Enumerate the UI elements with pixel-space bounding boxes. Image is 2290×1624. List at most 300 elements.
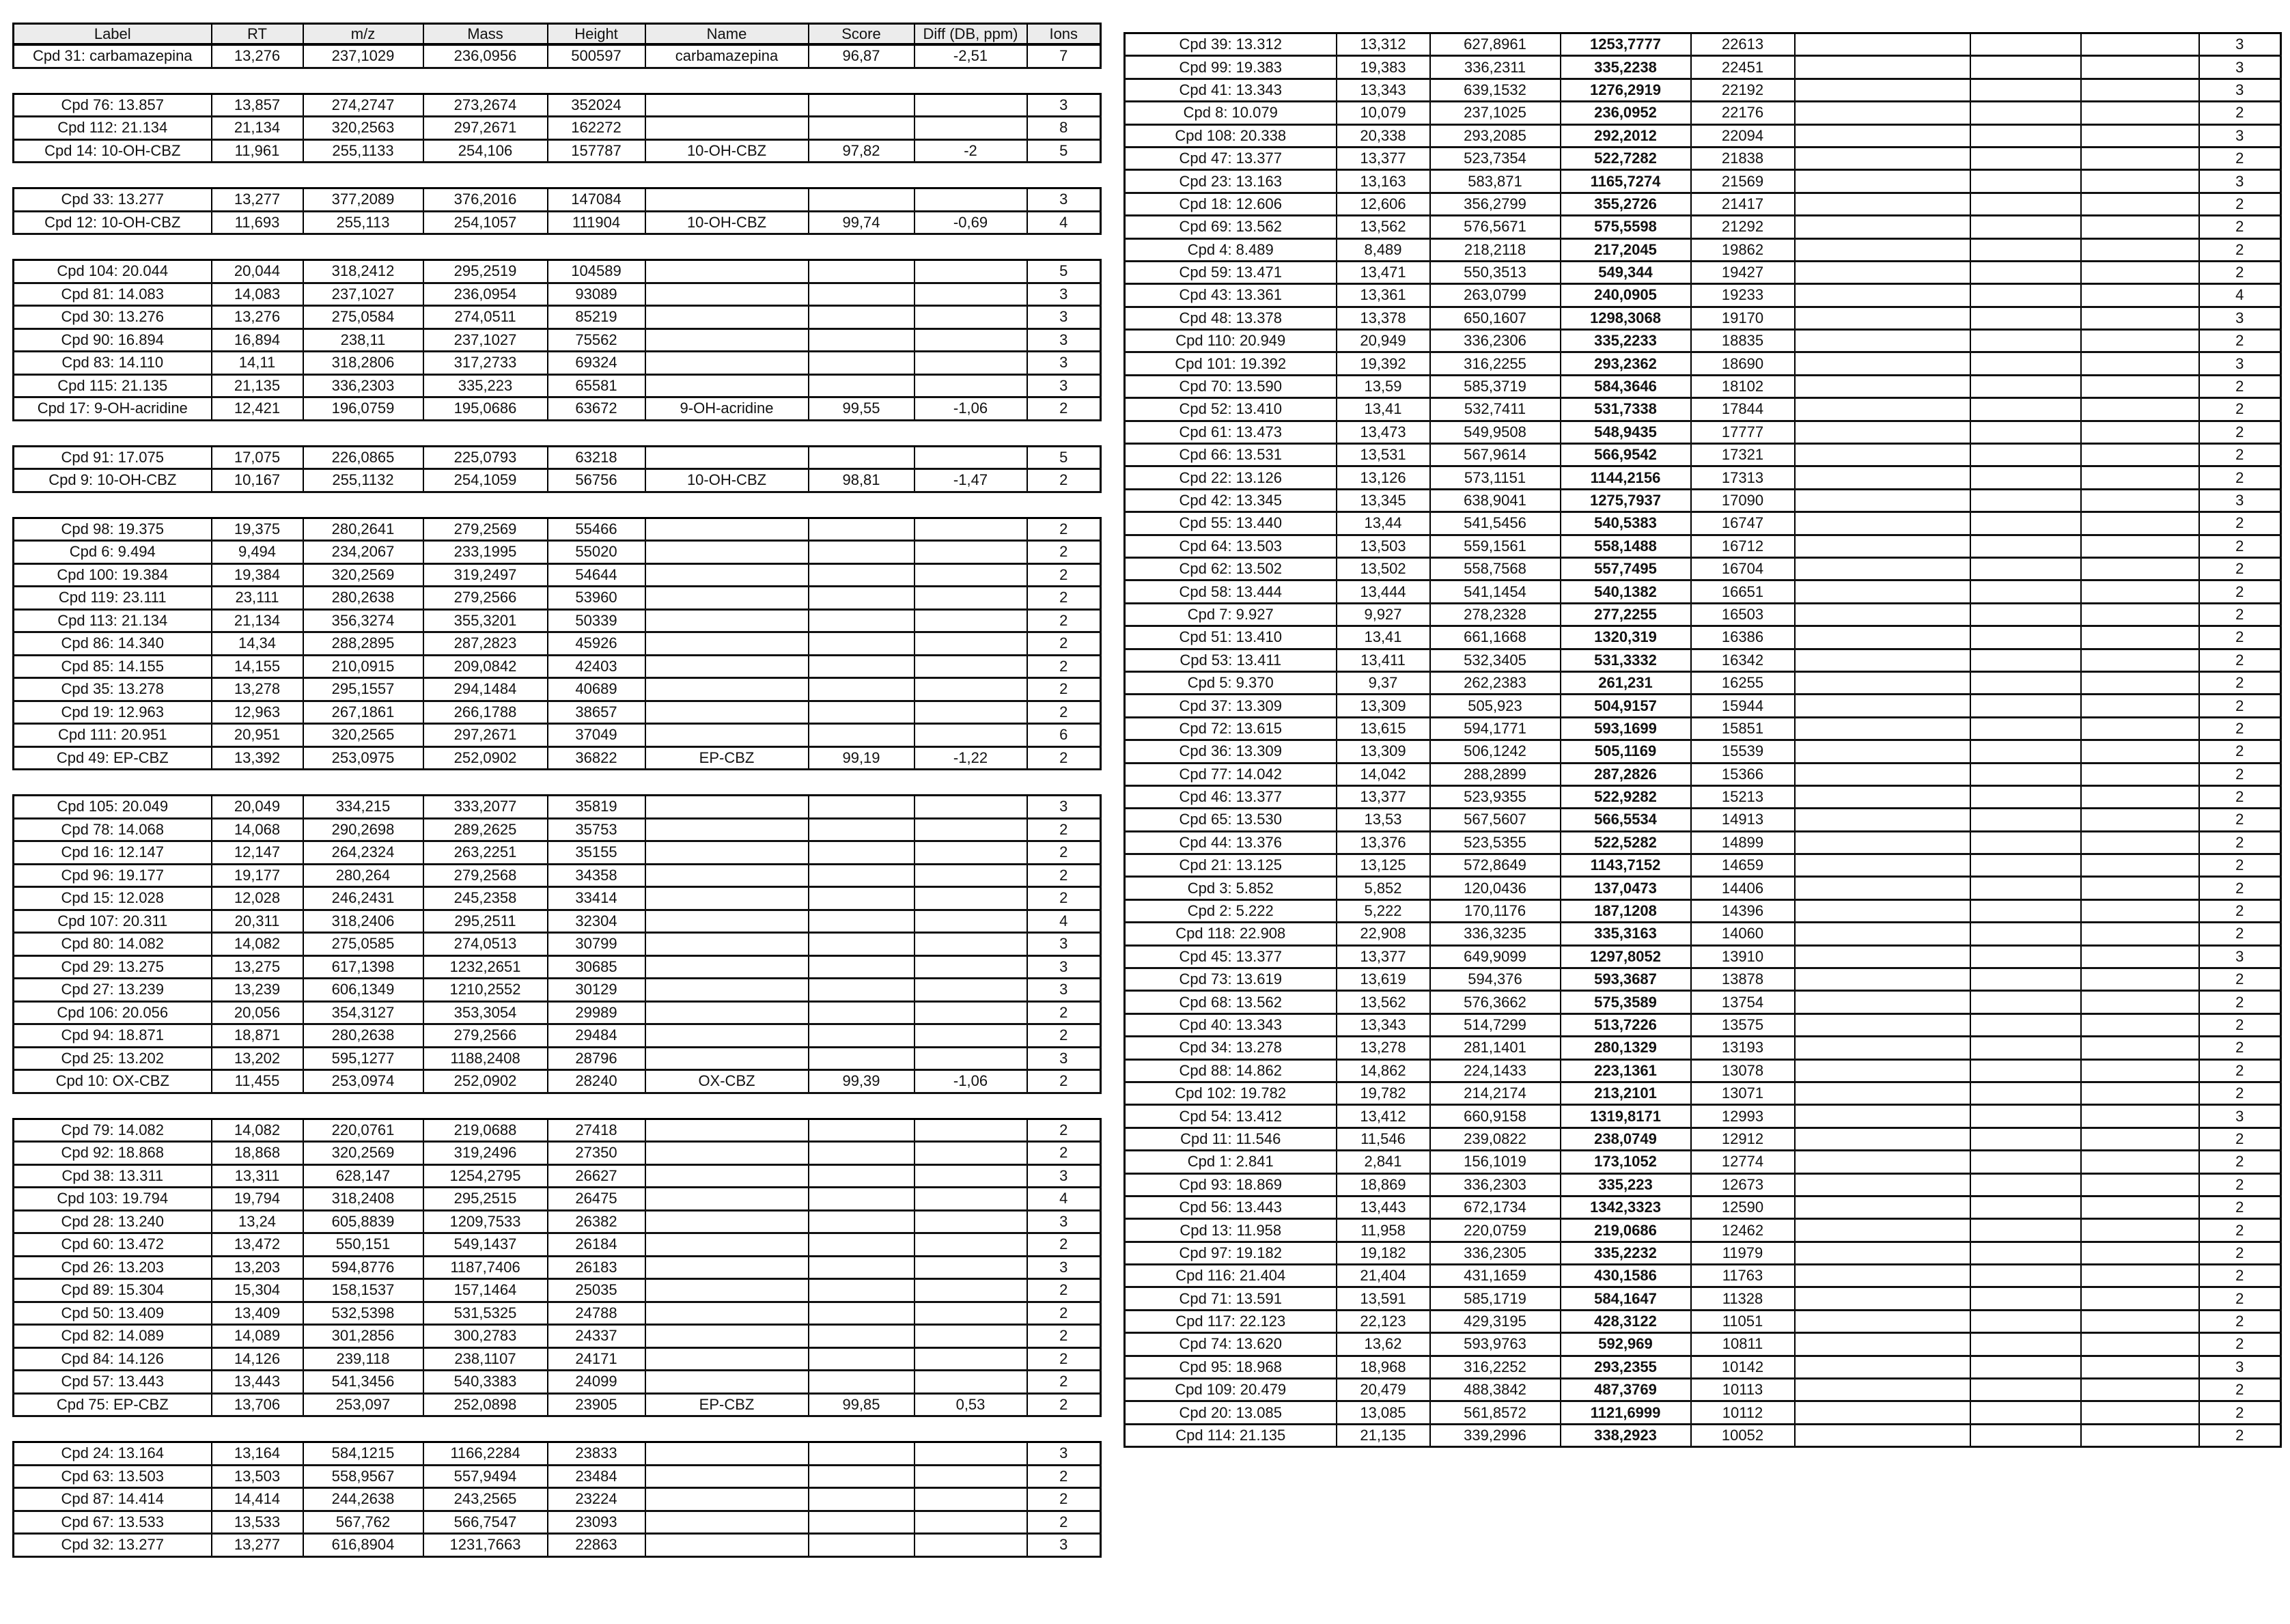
label-cell: Cpd 74: 13.620 — [1125, 1333, 1337, 1356]
label-cell: Cpd 32: 13.277 — [14, 1534, 212, 1557]
mz-cell: 301,2856 — [303, 1325, 423, 1348]
ions-cell: 2 — [1027, 701, 1101, 724]
diff-cell — [2081, 649, 2199, 671]
table-row — [14, 796, 1101, 819]
diff-cell — [2081, 466, 2199, 489]
height-cell: 21292 — [1691, 216, 1795, 238]
score-cell — [1970, 1333, 2081, 1356]
ions-cell: 2 — [2199, 626, 2281, 649]
mz-cell: 523,9355 — [1430, 785, 1561, 808]
rt-cell: 13,473 — [1337, 421, 1430, 443]
ions-cell: 3 — [2199, 56, 2281, 79]
label-cell: Cpd 60: 13.472 — [14, 1233, 212, 1257]
score-cell — [1970, 1059, 2081, 1082]
diff-cell: -1,22 — [914, 746, 1027, 770]
table-row — [14, 94, 1101, 117]
mass-cell: 245,2358 — [423, 887, 548, 910]
label-cell: Cpd 91: 17.075 — [14, 446, 212, 469]
table-row — [14, 1442, 1101, 1466]
ions-cell: 6 — [1027, 724, 1101, 747]
score-cell — [809, 260, 914, 283]
name-cell — [645, 1164, 809, 1188]
table-row — [14, 469, 1101, 492]
mz-cell: 356,2799 — [1430, 193, 1561, 215]
mass-cell: 1320,319 — [1561, 626, 1691, 649]
column-header-mass[interactable]: Mass — [423, 24, 548, 45]
label-cell: Cpd 101: 19.392 — [1125, 352, 1337, 375]
table-row — [14, 910, 1101, 933]
ions-cell: 2 — [2199, 785, 2281, 808]
height-cell: 21838 — [1691, 147, 1795, 169]
mz-cell: 672,1734 — [1430, 1196, 1561, 1218]
height-cell: 26475 — [548, 1188, 645, 1211]
height-cell: 16704 — [1691, 557, 1795, 580]
diff-cell — [2081, 603, 2199, 626]
label-cell: Cpd 57: 13.443 — [14, 1371, 212, 1394]
column-header-diff[interactable]: Diff (DB, ppm) — [914, 24, 1027, 45]
height-cell: 16651 — [1691, 580, 1795, 603]
label-cell: Cpd 45: 13.377 — [1125, 945, 1337, 968]
ions-cell: 2 — [1027, 1347, 1101, 1371]
name-cell — [645, 678, 809, 701]
diff-cell — [2081, 330, 2199, 352]
rt-cell: 13,444 — [1337, 580, 1430, 603]
column-header-rt[interactable]: RT — [212, 24, 303, 45]
table-row — [14, 1511, 1101, 1534]
score-cell — [809, 701, 914, 724]
score-cell — [1970, 261, 2081, 283]
height-cell: 23484 — [548, 1465, 645, 1488]
mz-cell: 295,1557 — [303, 678, 423, 701]
score-cell — [1970, 238, 2081, 261]
height-cell: 32304 — [548, 910, 645, 933]
label-cell: Cpd 30: 13.276 — [14, 306, 212, 329]
mz-cell: 320,2569 — [303, 1142, 423, 1165]
name-cell — [645, 1442, 809, 1466]
ions-cell: 2 — [1027, 1001, 1101, 1024]
name-cell — [1795, 1310, 1970, 1332]
label-cell: Cpd 6: 9.494 — [14, 541, 212, 564]
score-cell — [1970, 1379, 2081, 1401]
height-cell: 15366 — [1691, 763, 1795, 785]
table-row — [14, 188, 1101, 212]
name-cell — [1795, 261, 1970, 283]
name-cell — [1795, 1401, 1970, 1424]
diff-cell — [914, 1442, 1027, 1466]
table-row — [14, 933, 1101, 956]
diff-cell — [2081, 421, 2199, 443]
ions-cell: 2 — [1027, 609, 1101, 632]
name-cell — [1795, 831, 1970, 854]
name-cell — [645, 1534, 809, 1557]
mass-cell: 223,1361 — [1561, 1059, 1691, 1082]
name-cell — [645, 1302, 809, 1325]
rt-cell: 13,533 — [212, 1511, 303, 1534]
height-cell: 14899 — [1691, 831, 1795, 854]
rt-cell: 20,338 — [1337, 124, 1430, 147]
label-cell: Cpd 68: 13.562 — [1125, 991, 1337, 1013]
diff-cell: -0,69 — [914, 211, 1027, 234]
score-cell — [1970, 1219, 2081, 1242]
diff-cell — [914, 1024, 1027, 1048]
mass-cell: 219,0686 — [1561, 1219, 1691, 1242]
mass-cell: 1297,8052 — [1561, 945, 1691, 968]
label-cell: Cpd 96: 19.177 — [14, 864, 212, 887]
diff-cell — [2081, 580, 2199, 603]
score-cell — [1970, 831, 2081, 854]
label-cell: Cpd 51: 13.410 — [1125, 626, 1337, 649]
score-cell: 99,74 — [809, 211, 914, 234]
ions-cell: 2 — [2199, 557, 2281, 580]
mass-cell: 584,1647 — [1561, 1287, 1691, 1310]
ions-cell: 2 — [1027, 541, 1101, 564]
score-cell — [1970, 671, 2081, 694]
table-row — [14, 352, 1101, 375]
mz-cell: 532,5398 — [303, 1302, 423, 1325]
ions-cell: 3 — [2199, 124, 2281, 147]
label-cell: Cpd 71: 13.591 — [1125, 1287, 1337, 1310]
diff-cell — [914, 864, 1027, 887]
mass-cell: 549,344 — [1561, 261, 1691, 283]
rt-cell: 13,343 — [1337, 1013, 1430, 1036]
label-cell: Cpd 70: 13.590 — [1125, 375, 1337, 397]
diff-cell — [2081, 1356, 2199, 1378]
mass-cell: 593,3687 — [1561, 968, 1691, 991]
diff-cell — [914, 609, 1027, 632]
score-cell — [809, 1371, 914, 1394]
diff-cell — [914, 1534, 1027, 1557]
score-cell — [809, 1001, 914, 1024]
mass-cell: 504,9157 — [1561, 695, 1691, 717]
label-cell: Cpd 114: 21.135 — [1125, 1424, 1337, 1446]
mz-cell: 532,7411 — [1430, 398, 1561, 421]
height-cell: 40689 — [548, 678, 645, 701]
score-cell: 97,82 — [809, 139, 914, 163]
column-header-mz[interactable]: m/z — [303, 24, 423, 45]
name-cell — [1795, 695, 1970, 717]
label-cell: Cpd 24: 13.164 — [14, 1442, 212, 1466]
rt-cell: 17,075 — [212, 446, 303, 469]
name-cell — [645, 818, 809, 841]
ions-cell: 2 — [1027, 655, 1101, 678]
mass-cell: 522,5282 — [1561, 831, 1691, 854]
diff-cell — [2081, 671, 2199, 694]
height-cell: 30129 — [548, 979, 645, 1002]
label-cell: Cpd 97: 19.182 — [1125, 1242, 1337, 1264]
mz-cell: 218,2118 — [1430, 238, 1561, 261]
mz-cell: 559,1561 — [1430, 535, 1561, 557]
height-cell: 24337 — [548, 1325, 645, 1348]
ions-cell: 3 — [1027, 979, 1101, 1002]
score-cell — [809, 1024, 914, 1048]
height-cell: 18690 — [1691, 352, 1795, 375]
rt-cell: 14,089 — [212, 1325, 303, 1348]
height-cell: 16712 — [1691, 535, 1795, 557]
ions-cell: 2 — [1027, 678, 1101, 701]
rt-cell: 13,857 — [212, 94, 303, 117]
mass-cell: 487,3769 — [1561, 1379, 1691, 1401]
ions-cell: 2 — [2199, 1287, 2281, 1310]
table-row — [1125, 330, 2281, 352]
mz-cell: 224,1433 — [1430, 1059, 1561, 1082]
diff-cell — [914, 678, 1027, 701]
diff-cell — [914, 1302, 1027, 1325]
score-cell — [1970, 216, 2081, 238]
mz-cell: 253,0975 — [303, 746, 423, 770]
rt-cell: 14,414 — [212, 1488, 303, 1511]
height-cell: 75562 — [548, 328, 645, 352]
mass-cell: 287,2826 — [1561, 763, 1691, 785]
table-row — [1125, 785, 2281, 808]
mz-cell: 541,5456 — [1430, 512, 1561, 535]
height-cell: 11328 — [1691, 1287, 1795, 1310]
rt-cell: 18,869 — [1337, 1173, 1430, 1196]
column-header-name[interactable]: Name — [645, 24, 809, 45]
label-cell: Cpd 20: 13.085 — [1125, 1401, 1337, 1424]
label-cell: Cpd 104: 20.044 — [14, 260, 212, 283]
name-cell — [1795, 444, 1970, 466]
ions-cell: 3 — [1027, 1210, 1101, 1233]
mass-cell: 531,5325 — [423, 1302, 548, 1325]
mz-cell: 156,1019 — [1430, 1151, 1561, 1173]
table-row — [14, 518, 1101, 541]
height-cell: 11051 — [1691, 1310, 1795, 1332]
label-cell: Cpd 10: OX-CBZ — [14, 1070, 212, 1093]
name-cell — [645, 1119, 809, 1142]
height-cell: 18102 — [1691, 375, 1795, 397]
height-cell: 16255 — [1691, 671, 1795, 694]
label-cell: Cpd 84: 14.126 — [14, 1347, 212, 1371]
label-cell: Cpd 78: 14.068 — [14, 818, 212, 841]
rt-cell: 19,794 — [212, 1188, 303, 1211]
mass-cell: 279,2566 — [423, 1024, 548, 1048]
mass-cell: 252,0902 — [423, 1070, 548, 1093]
ions-cell: 2 — [2199, 1424, 2281, 1446]
table-row — [1125, 1082, 2281, 1104]
name-cell — [1795, 671, 1970, 694]
ions-cell: 2 — [1027, 1325, 1101, 1348]
name-cell — [1795, 1379, 1970, 1401]
compound-group-table — [12, 517, 1102, 771]
diff-cell — [2081, 1333, 2199, 1356]
height-cell: 16747 — [1691, 512, 1795, 535]
label-cell: Cpd 65: 13.530 — [1125, 809, 1337, 831]
height-cell: 15213 — [1691, 785, 1795, 808]
rt-cell: 13,376 — [1337, 831, 1430, 854]
label-cell: Cpd 108: 20.338 — [1125, 124, 1337, 147]
name-cell — [645, 1256, 809, 1279]
height-cell: 65581 — [548, 374, 645, 397]
table-row — [14, 1534, 1101, 1557]
rt-cell: 11,693 — [212, 211, 303, 234]
mz-cell: 275,0585 — [303, 933, 423, 956]
diff-cell — [914, 887, 1027, 910]
rt-cell: 11,958 — [1337, 1219, 1430, 1242]
score-cell — [809, 632, 914, 656]
table-row — [1125, 671, 2281, 694]
mass-cell: 430,1586 — [1561, 1265, 1691, 1287]
diff-cell — [2081, 489, 2199, 512]
score-cell — [809, 979, 914, 1002]
score-cell: 99,55 — [809, 397, 914, 421]
table-row — [1125, 603, 2281, 626]
rt-cell: 13,53 — [1337, 809, 1430, 831]
ions-cell: 2 — [2199, 466, 2281, 489]
mass-cell: 558,1488 — [1561, 535, 1691, 557]
mass-cell: 335,2232 — [1561, 1242, 1691, 1264]
ions-cell: 2 — [2199, 763, 2281, 785]
table-row — [14, 328, 1101, 352]
rt-cell: 13,59 — [1337, 375, 1430, 397]
name-cell: 10-OH-CBZ — [645, 211, 809, 234]
rt-cell: 20,044 — [212, 260, 303, 283]
column-header-height[interactable]: Height — [548, 24, 645, 45]
mz-cell: 594,376 — [1430, 968, 1561, 991]
mass-cell: 317,2733 — [423, 352, 548, 375]
mz-cell: 660,9158 — [1430, 1105, 1561, 1128]
score-cell — [809, 352, 914, 375]
mass-cell: 277,2255 — [1561, 603, 1691, 626]
mz-cell: 628,147 — [303, 1164, 423, 1188]
mass-cell: 1298,3068 — [1561, 307, 1691, 329]
label-cell: Cpd 38: 13.311 — [14, 1164, 212, 1188]
mass-cell: 236,0952 — [1561, 102, 1691, 124]
rt-cell: 18,968 — [1337, 1356, 1430, 1378]
ions-cell: 3 — [1027, 955, 1101, 979]
table-row — [1125, 1196, 2281, 1218]
label-cell: Cpd 94: 18.871 — [14, 1024, 212, 1048]
table-row — [1125, 102, 2281, 124]
rt-cell: 14,11 — [212, 352, 303, 375]
name-cell — [1795, 580, 1970, 603]
mz-cell: 255,113 — [303, 211, 423, 234]
height-cell: 12462 — [1691, 1219, 1795, 1242]
mass-cell: 279,2568 — [423, 864, 548, 887]
diff-cell — [2081, 1013, 2199, 1036]
mass-cell: 513,7226 — [1561, 1013, 1691, 1036]
ions-cell: 2 — [2199, 216, 2281, 238]
table-row — [1125, 489, 2281, 512]
table-row — [14, 724, 1101, 747]
label-cell: Cpd 4: 8.489 — [1125, 238, 1337, 261]
diff-cell — [914, 1210, 1027, 1233]
score-cell — [1970, 124, 2081, 147]
height-cell: 12993 — [1691, 1105, 1795, 1128]
name-cell — [1795, 1265, 1970, 1287]
mass-cell: 297,2671 — [423, 724, 548, 747]
mass-cell: 233,1995 — [423, 541, 548, 564]
mass-cell: 1253,7777 — [1561, 33, 1691, 56]
ions-cell: 2 — [1027, 1371, 1101, 1394]
rt-cell: 13,163 — [1337, 170, 1430, 193]
rt-cell: 13,562 — [1337, 991, 1430, 1013]
table-row — [14, 1256, 1101, 1279]
height-cell: 17844 — [1691, 398, 1795, 421]
table-row — [14, 701, 1101, 724]
height-cell: 35155 — [548, 841, 645, 865]
label-cell: Cpd 77: 14.042 — [1125, 763, 1337, 785]
name-cell — [645, 1325, 809, 1348]
table-row — [14, 1210, 1101, 1233]
diff-cell: -1,06 — [914, 397, 1027, 421]
name-cell — [645, 655, 809, 678]
ions-cell: 4 — [2199, 284, 2281, 307]
diff-cell — [2081, 1151, 2199, 1173]
table-row — [1125, 1356, 2281, 1378]
score-cell — [1970, 968, 2081, 991]
mass-cell: 355,2726 — [1561, 193, 1691, 215]
rt-cell: 13,377 — [1337, 147, 1430, 169]
compound-group-table — [12, 794, 1102, 1094]
label-cell: Cpd 110: 20.949 — [1125, 330, 1337, 352]
rt-cell: 11,961 — [212, 139, 303, 163]
label-cell: Cpd 62: 13.502 — [1125, 557, 1337, 580]
table-row — [14, 587, 1101, 610]
score-cell — [1970, 695, 2081, 717]
mz-cell: 639,1532 — [1430, 79, 1561, 101]
table-row — [14, 139, 1101, 163]
column-header-score[interactable]: Score — [809, 24, 914, 45]
name-cell — [1795, 626, 1970, 649]
height-cell: 17777 — [1691, 421, 1795, 443]
mz-cell: 318,2408 — [303, 1188, 423, 1211]
mass-cell: 548,9435 — [1561, 421, 1691, 443]
mass-cell: 187,1208 — [1561, 899, 1691, 922]
table-row — [1125, 1173, 2281, 1196]
name-cell — [1795, 1013, 1970, 1036]
rt-cell: 20,049 — [212, 796, 303, 819]
score-cell — [1970, 466, 2081, 489]
column-header-label[interactable]: Label — [14, 24, 212, 45]
height-cell: 13193 — [1691, 1037, 1795, 1059]
diff-cell — [2081, 535, 2199, 557]
name-cell — [645, 1188, 809, 1211]
mz-cell: 237,1029 — [303, 44, 423, 68]
label-cell: Cpd 53: 13.411 — [1125, 649, 1337, 671]
mass-cell: 261,231 — [1561, 671, 1691, 694]
mass-cell: 236,0954 — [423, 283, 548, 306]
mz-cell: 320,2569 — [303, 563, 423, 587]
rt-cell: 21,134 — [212, 609, 303, 632]
mass-cell: 273,2674 — [423, 94, 548, 117]
table-row — [14, 887, 1101, 910]
height-cell: 14060 — [1691, 923, 1795, 945]
mass-cell: 319,2497 — [423, 563, 548, 587]
diff-cell — [2081, 1379, 2199, 1401]
height-cell: 15944 — [1691, 695, 1795, 717]
mz-cell: 550,3513 — [1430, 261, 1561, 283]
mass-cell: 540,1382 — [1561, 580, 1691, 603]
score-cell — [809, 655, 914, 678]
ions-cell: 2 — [1027, 1119, 1101, 1142]
label-cell: Cpd 19: 12.963 — [14, 701, 212, 724]
score-cell — [1970, 626, 2081, 649]
score-cell — [809, 1488, 914, 1511]
column-header-ions[interactable]: Ions — [1027, 24, 1101, 45]
label-cell: Cpd 26: 13.203 — [14, 1256, 212, 1279]
rt-cell: 14,862 — [1337, 1059, 1430, 1082]
mz-cell: 275,0584 — [303, 306, 423, 329]
ions-cell: 2 — [2199, 421, 2281, 443]
label-cell: Cpd 72: 13.615 — [1125, 717, 1337, 740]
diff-cell — [2081, 398, 2199, 421]
label-cell: Cpd 56: 13.443 — [1125, 1196, 1337, 1218]
rt-cell: 12,147 — [212, 841, 303, 865]
table-row — [1125, 1013, 2281, 1036]
ions-cell: 3 — [2199, 33, 2281, 56]
label-cell: Cpd 86: 14.340 — [14, 632, 212, 656]
name-cell — [1795, 466, 1970, 489]
